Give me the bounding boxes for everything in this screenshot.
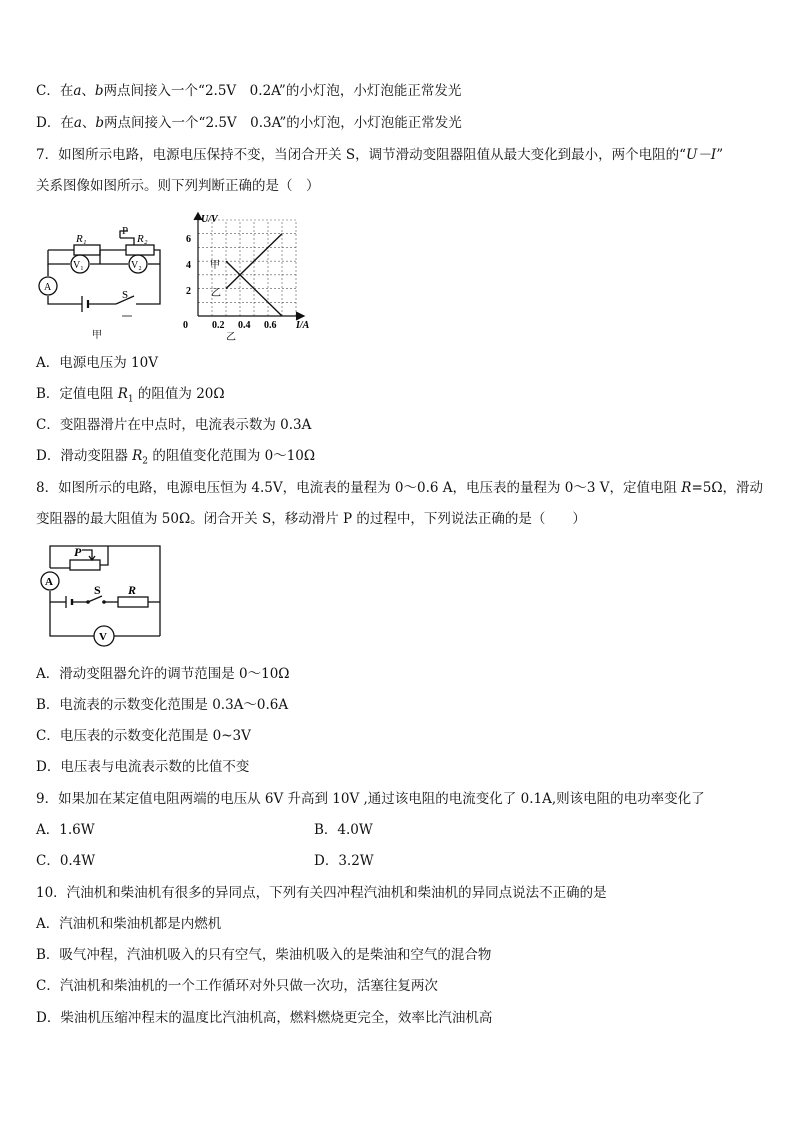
q7-circuit-a-label: A [44,282,52,293]
q7-graph-xtick-02: 0.2 [212,320,225,331]
q7-graph-series-jia-label: 甲 [210,260,220,271]
q8-circuit-r-label: R [128,583,137,597]
q8-circuit-p-label: P [74,545,82,559]
q7-stem-line1: 7．如图所示电路，电源电压保持不变，当闭合开关 S，调节滑动变阻器阻值从最大变化到最小，两个电阻的“U－I” [36,147,724,163]
q7-circuit-p-label: P [122,225,129,237]
q7-option-d: D．滑动变阻器 $R_2$ 的阻值变化范围为 0～10Ω [36,448,316,467]
q9-option-a: A．1.6W [36,822,95,838]
q7-option-c: C．变阻器滑片在中点时，电流表示数为 0.3A [36,417,312,433]
q7-stem-line2: 关系图像如图所示。则下列判断正确的是（ ） [36,178,320,194]
q9-option-d: D．3.2W [314,853,374,869]
q7-graph-xtick-0: 0 [183,320,188,331]
q10-option-c: C．汽油机和柴油机的一个工作循环对外只做一次功，活塞往复两次 [36,978,438,994]
q10-option-b: B．吸气冲程，汽油机吸入的只有空气，柴油机吸入的是柴油和空气的混合物 [36,947,492,963]
q10-option-d: D．柴油机压缩冲程末的温度比汽油机高，燃料燃烧更完全，效率比汽油机高 [36,1010,493,1026]
q10-stem: 10．汽油机和柴油机有很多的异同点，下列有关四冲程汽油机和柴油机的异同点说法不正确的是 [36,885,607,901]
q7-graph-ytick-6: 6 [186,234,191,245]
q7-circuit-v2-label: V₂ [131,260,142,271]
q8-option-a: A．滑动变阻器允许的调节范围是 0～10Ω [36,666,290,682]
q7-figure-caption-jia: 甲 [92,330,102,341]
q8-option-d: D．电压表与电流表示数的比值不变 [36,759,250,775]
q7-graph-xtick-06: 0.6 [264,320,277,331]
q8-circuit-s-label: S [94,583,101,597]
q7-graph-xlabel: I/A [296,320,310,331]
q7-ui-graph [174,210,324,345]
q8-stem-line2: 变阻器的最大阻值为 50Ω。闭合开关 S，移动滑片 P 的过程中，下列说法正确的是（ ） [36,511,586,527]
q7-graph-ytick-4: 4 [186,260,191,271]
q8-option-c: C．电压表的示数变化范围是 0~3V [36,728,251,744]
q8-circuit-a-label: A [45,576,53,588]
q7-circuit-r2-label: R₂ [137,233,148,245]
q7-circuit-r1-label: R₁ [76,233,87,245]
q9-option-b: B．4.0W [314,822,373,838]
q7-option-a: A．电源电压为 10V [36,355,158,371]
q9-option-c: C．0.4W [36,853,96,869]
q7-circuit-v1-label: V₁ [73,260,84,271]
q6-option-d: D．在a、b两点间接入一个“2.5V 0.3A”的小灯泡，小灯泡能正常发光 [36,115,462,131]
q7-graph-series-yi-label: 乙 [211,288,221,299]
q9-stem: 9．如果加在某定值电阻两端的电压从 6V 升高到 10V ,通过该电阻的电流变化了 0.1A,则该电阻的电功率变化了 [36,791,705,807]
q7-option-b: B．定值电阻 $R_1$ 的阻值为 20Ω [36,386,225,405]
q8-circuit-figure [36,540,166,652]
q7-graph-xtick-04: 0.4 [238,320,251,331]
q8-option-b: B．电流表的示数变化范围是 0.3A～0.6A [36,697,289,713]
q7-graph-ytick-2: 2 [186,286,191,297]
q7-figure-caption-yi: 乙 [226,332,236,343]
q6-option-c: C．在a、b两点间接入一个“2.5V 0.2A”的小灯泡，小灯泡能正常发光 [36,83,462,99]
q10-option-a: A．汽油机和柴油机都是内燃机 [36,916,222,932]
q8-circuit-v-label: V [99,631,107,643]
q7-circuit-figure [36,222,166,342]
q8-stem-line1: 8．如图所示的电路，电源电压恒为 4.5V，电流表的量程为 0～0.6 A，电压表的量程为 0～3 V，定值电阻 R=5Ω，滑动 [36,480,764,496]
q7-circuit-s-label: S [122,289,129,301]
q7-graph-ylabel: U/V [201,214,218,225]
